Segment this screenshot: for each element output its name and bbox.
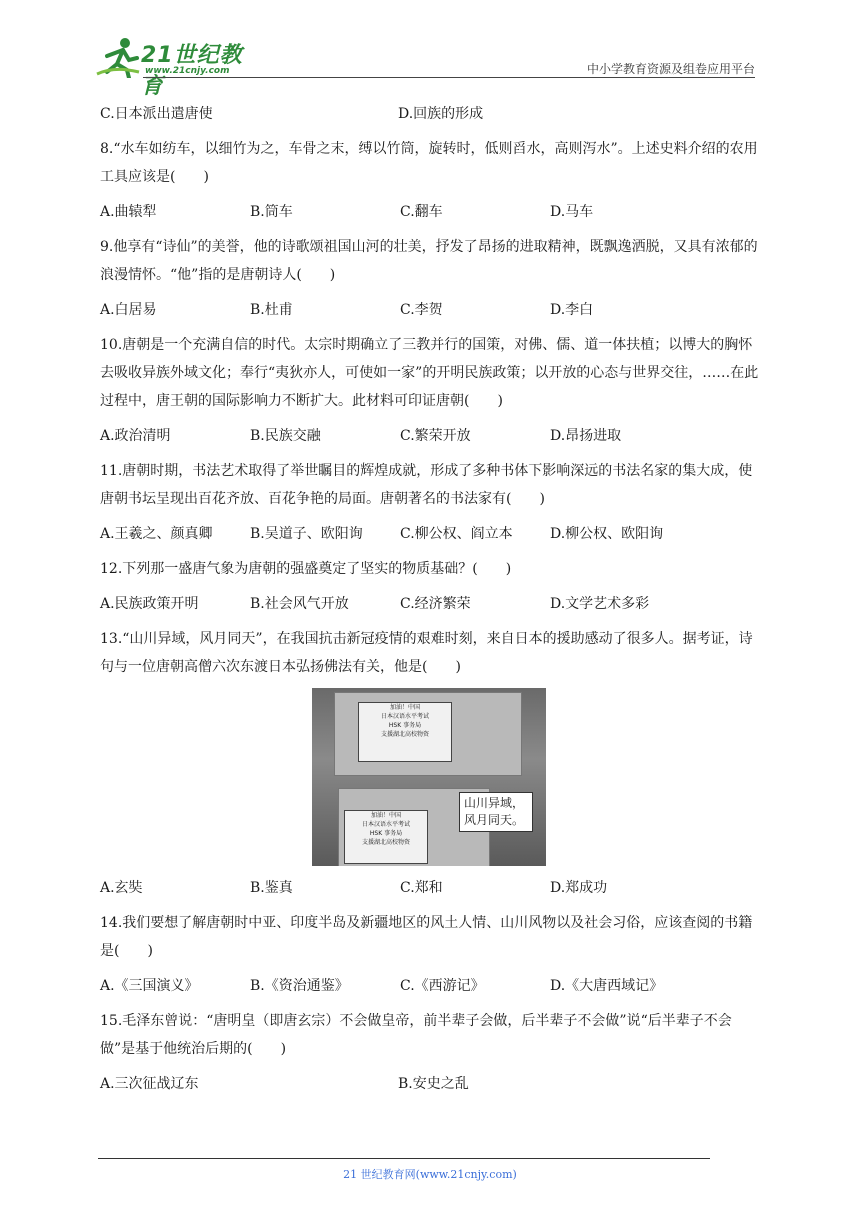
question-8-options (100, 198, 762, 226)
option-b: B.民族交融 (250, 428, 321, 444)
platform-name: 中小学教育资源及组卷应用平台 (586, 62, 755, 76)
option-c: C.经济繁荣 (400, 596, 471, 612)
box-label-line: 日本汉语水平考试 (361, 821, 410, 828)
option-b: B.筒车 (250, 204, 293, 220)
box-label-line: 日本汉语水平考试 (380, 713, 429, 720)
option-d: D.《大唐西域记》 (550, 978, 664, 994)
question-11-options (100, 520, 762, 548)
option-a: A.三次征战辽东 (100, 1076, 199, 1092)
question-text: 14.我们要想了解唐朝时中亚、印度半岛及新疆地区的风土人情、山川风物以及社会习俗，应该查阅的书籍是( ) (100, 915, 753, 959)
page-footer: 21 世纪教育网(www.21cnjy.com) (343, 1168, 517, 1181)
option-b: B.安史之乱 (398, 1076, 469, 1092)
option-d: D.柳公权、欧阳询 (550, 526, 664, 542)
option-d: D.昂扬进取 (550, 428, 622, 444)
option-d: D.李白 (550, 302, 594, 318)
box-label (344, 810, 428, 864)
prev-question-options (100, 100, 762, 128)
page-header (95, 28, 755, 99)
option-b: B.鉴真 (250, 880, 293, 896)
option-d: D.郑成功 (550, 880, 608, 896)
question-14 (100, 909, 762, 965)
site-logo (95, 36, 265, 99)
question-8 (100, 135, 762, 191)
option-a: A.民族政策开明 (100, 596, 199, 612)
header-divider (143, 77, 755, 78)
box-label-top: 加油！中国 (370, 812, 401, 819)
option-d: D.回族的形成 (398, 106, 484, 122)
poem-callout (459, 792, 533, 832)
option-d: D.文学艺术多彩 (550, 596, 650, 612)
option-c: C.《西游记》 (400, 978, 485, 994)
option-a: A.政治清明 (100, 428, 171, 444)
box-label-line: 支援湖北高校物资 (361, 839, 410, 846)
callout-line: 风月同天。 (464, 813, 525, 827)
option-b: B.《资治通鉴》 (250, 978, 349, 994)
logo-text: 21世纪教育 (141, 43, 243, 99)
option-a: A.曲辕犁 (100, 204, 157, 220)
question-15-options (100, 1070, 762, 1098)
question-text: 12.下列那一盛唐气象为唐朝的强盛奠定了坚实的物质基础？( ) (100, 561, 512, 577)
box-label-top: 加油！中国 (389, 704, 420, 711)
box-label-line: 支援湖北高校物资 (380, 731, 429, 738)
option-b: B.吴道子、欧阳询 (250, 526, 363, 542)
box-label-line: HSK 事务局 (388, 722, 422, 729)
question-11 (100, 457, 762, 513)
aid-boxes-photo (312, 688, 546, 866)
option-b: B.社会风气开放 (250, 596, 349, 612)
question-text: 10.唐朝是一个充满自信的时代。太宗时期确立了三教并行的国策，对佛、儒、道一体扶植；以博大的胸怀去吸收异族外域文化；奉行“夷狄亦人，可使如一家”的开明民族政策；以开放的心态与世界交往，……在此过程中，唐王朝的国际影响力不断扩大。此材料可印证唐朝( ) (100, 337, 759, 409)
question-10-options (100, 422, 762, 450)
option-a: A.白居易 (100, 302, 157, 318)
question-text: 11.唐朝时期，书法艺术取得了举世瞩目的辉煌成就，形成了多种书体下影响深远的书法名家的集大成，使唐朝书坛呈现出百花齐放、百花争艳的局面。唐朝著名的书法家有( ) (100, 463, 753, 507)
question-text: 13.“山川异域，风月同天”，在我国抗击新冠疫情的艰难时刻，来自日本的援助感动了很多人。据考证，诗句与一位唐朝高僧六次东渡日本弘扬佛法有关，他是( ) (100, 631, 753, 675)
question-10 (100, 331, 762, 415)
question-9 (100, 233, 762, 289)
option-c: C.日本派出遣唐使 (100, 106, 213, 122)
question-text: 15.毛泽东曾说：“唐明皇（即唐玄宗）不会做皇帝，前半辈子会做，后半辈子不会做”说“后半辈子不会做”是基于他统治后期的( ) (100, 1013, 732, 1057)
exam-content (100, 100, 762, 1105)
question-12-options (100, 590, 762, 618)
question-15 (100, 1007, 762, 1063)
question-text: 9.他享有“诗仙”的美誉，他的诗歌颂祖国山河的壮美，抒发了昂扬的进取精神，既飘逸洒脱，又具有浓郁的浪漫情怀。“他”指的是唐朝诗人( ) (100, 239, 758, 283)
runner-logo-icon (95, 36, 141, 78)
option-a: A.玄奘 (100, 880, 143, 896)
option-c: C.郑和 (400, 880, 443, 896)
option-c: C.柳公权、阎立本 (400, 526, 513, 542)
footer-divider (98, 1158, 710, 1159)
option-c: C.翻车 (400, 204, 443, 220)
logo-url: www.21cnjy.com (145, 66, 230, 76)
option-a: A.《三国演义》 (100, 978, 199, 994)
box-label (358, 702, 452, 762)
question-13-options (100, 874, 762, 902)
question-9-options (100, 296, 762, 324)
option-c: C.李贺 (400, 302, 443, 318)
option-a: A.王羲之、颜真卿 (100, 526, 213, 542)
option-b: B.杜甫 (250, 302, 293, 318)
question-text: 8.“水车如纺车，以细竹为之，车骨之末，缚以竹筒，旋转时，低则舀水，高则泻水”。上述史料介绍的农用工具应该是( ) (100, 141, 758, 185)
callout-line: 山川异域， (464, 796, 525, 810)
question-12 (100, 555, 762, 583)
option-d: D.马车 (550, 204, 594, 220)
box-label-line: HSK 事务局 (369, 830, 403, 837)
question-14-options (100, 972, 762, 1000)
option-c: C.繁荣开放 (400, 428, 471, 444)
question-13 (100, 625, 762, 681)
